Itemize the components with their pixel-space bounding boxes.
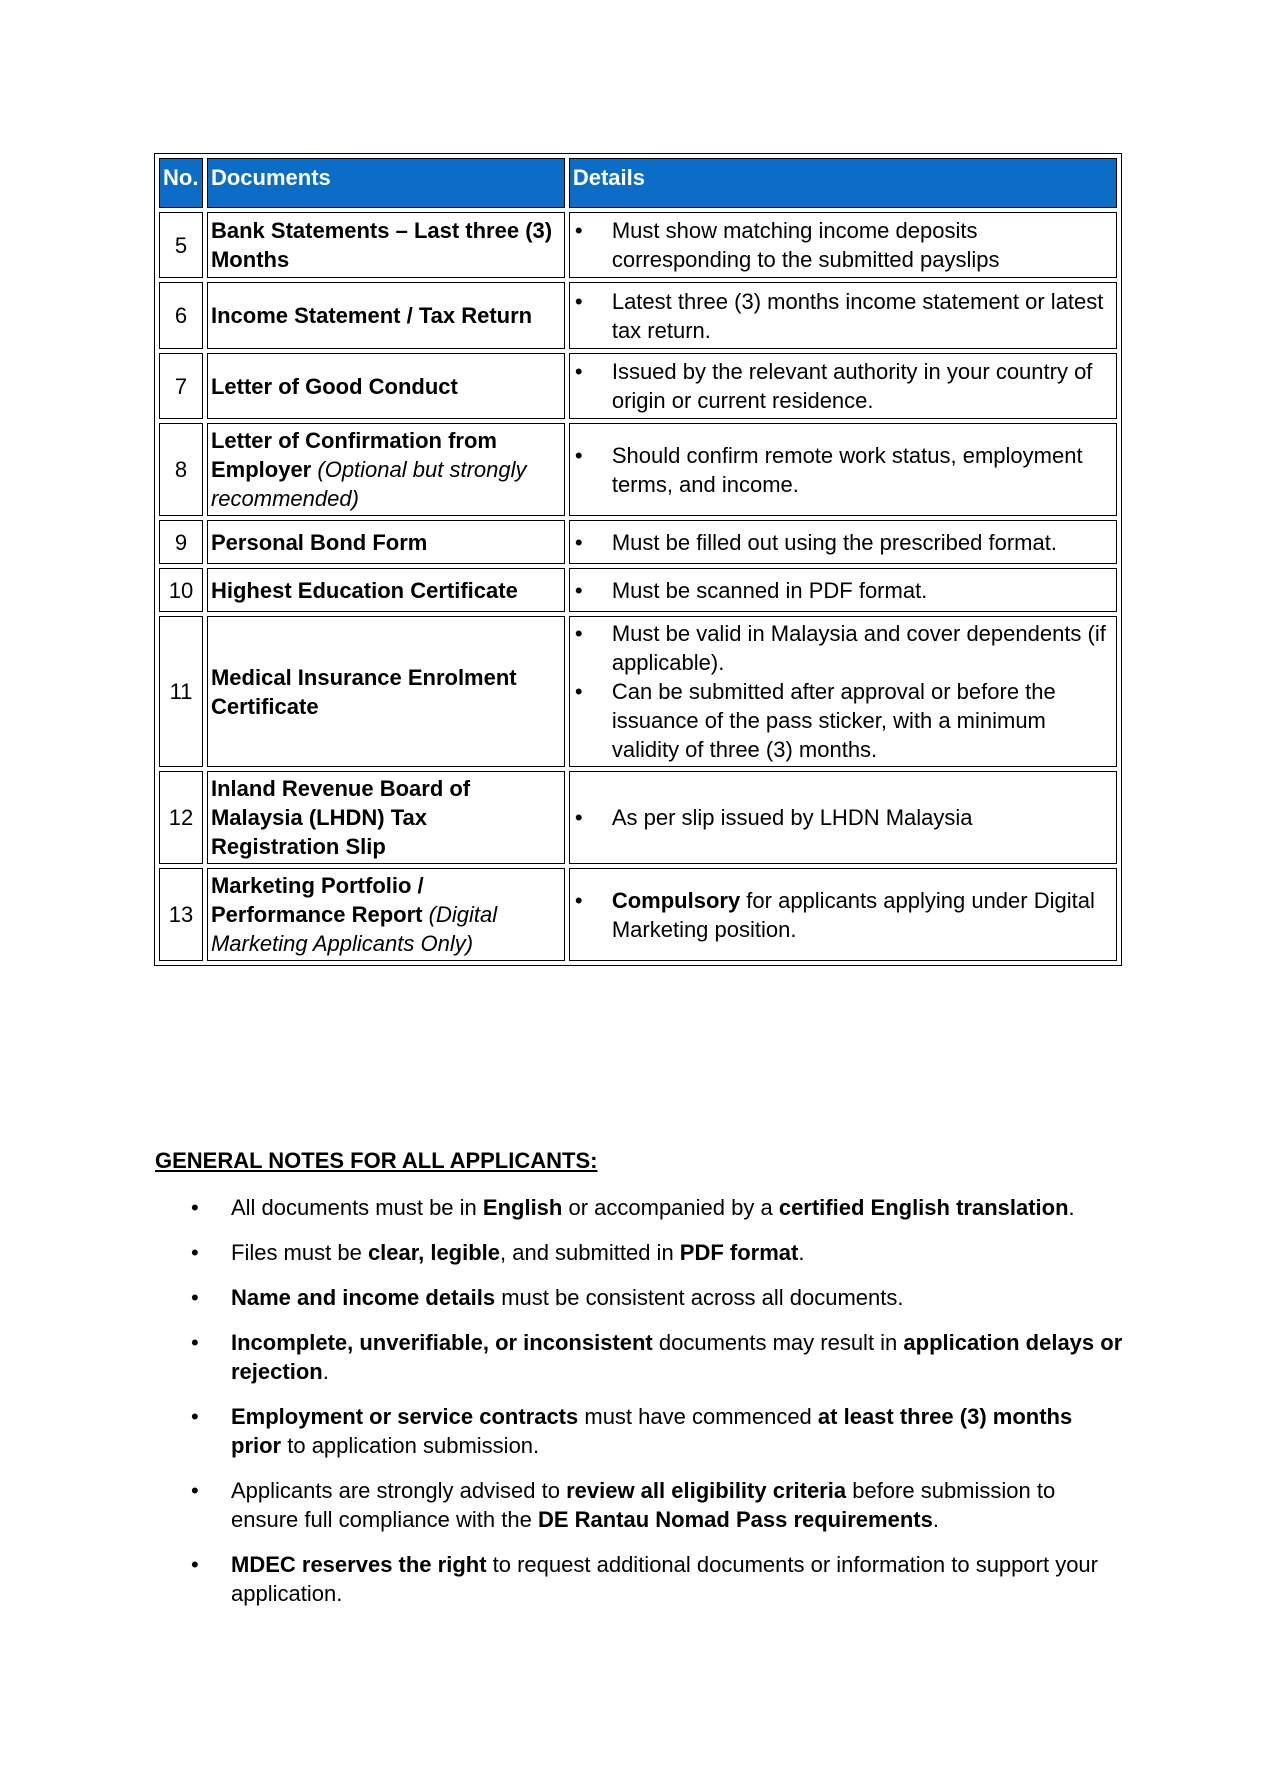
note-emphasis: Name and income details [231,1285,496,1310]
note-emphasis: PDF format [679,1240,799,1265]
detail-text: for applicants applying under Digital Marketing position. [611,887,1095,942]
details-list [573,576,1113,605]
details-cell [569,212,1117,278]
note-text: . [798,1240,805,1265]
details-list [573,357,1113,415]
general-notes-list [155,1193,1125,1624]
document-name: Bank Statements – Last three (3) Months [210,218,553,272]
header-details: Details [569,158,1117,208]
table-body [159,212,1117,961]
row-number: 11 [159,616,203,767]
note-emphasis: English [482,1195,563,1220]
details-list [573,441,1113,499]
details-cell [569,771,1117,864]
document-name: Personal Bond Form [210,529,428,555]
table-row [159,282,1117,349]
note-text: . [322,1359,329,1384]
note-emphasis: clear, legible [367,1240,501,1265]
details-cell [569,423,1117,516]
table-row [159,423,1117,516]
detail-text: Must be scanned in PDF format. [611,577,928,603]
note-emphasis: Incomplete, unverifiable, or inconsistent [231,1330,653,1355]
header-no: No. [159,158,203,208]
table-row [159,771,1117,864]
note-text: or accompanied by a [562,1195,779,1220]
document-name: Inland Revenue Board of Malaysia (LHDN) Tax Registration Slip [210,776,471,859]
document-note: (Digital Marketing Applicants Only) [210,902,498,956]
detail-text: Must show matching income deposits corresponding to the submitted payslips [611,218,1000,272]
row-number: 10 [159,568,203,612]
document-name: Highest Education Certificate [210,577,518,603]
row-number: 8 [159,423,203,516]
document-name: Medical Insurance Enrolment Certificate [210,664,517,719]
row-number: 9 [159,520,203,564]
details-list [573,886,1113,944]
note-text: Files must be [231,1240,368,1265]
row-number: 7 [159,353,203,419]
document-name: Letter of Confirmation from Employer [210,428,497,482]
details-cell [569,616,1117,767]
row-number: 5 [159,212,203,278]
table-header-row [159,158,1117,208]
detail-item [573,287,1113,345]
detail-item [573,357,1113,415]
document-name-cell [207,423,565,516]
note-emphasis: at least three (3) months prior [231,1404,1073,1458]
details-list [573,528,1113,557]
general-note-item [155,1476,1125,1534]
row-number: 12 [159,771,203,864]
document-name: Letter of Good Conduct [210,373,458,399]
detail-item [573,619,1113,677]
note-emphasis: review all eligibility criteria [566,1478,847,1503]
detail-text: As per slip issued by LHDN Malaysia [611,805,973,830]
detail-text: Must be valid in Malaysia and cover dependents (if applicable). [611,621,1106,675]
document-name-cell [207,282,565,349]
detail-emphasis: Compulsory [611,887,741,913]
detail-item [573,576,1113,605]
details-cell [569,568,1117,612]
table-row [159,868,1117,961]
note-text: All documents must be in [231,1195,483,1220]
table-row [159,212,1117,278]
general-note-item [155,1193,1125,1222]
note-text: to application submission. [281,1433,540,1458]
general-note-item [155,1328,1125,1386]
table-row [159,353,1117,419]
detail-text: Should confirm remote work status, employment terms, and income. [611,442,1083,497]
document-name-cell [207,868,565,961]
header-documents: Documents [207,158,565,208]
detail-item [573,528,1113,557]
table-row [159,568,1117,612]
details-cell [569,282,1117,349]
note-emphasis: Employment or service contracts [231,1404,579,1429]
note-emphasis: application delays or rejection [231,1330,1123,1384]
general-note-item [155,1283,1125,1312]
details-list [573,619,1113,764]
table-row [159,520,1117,564]
detail-item [573,216,1113,274]
general-note-item [155,1550,1125,1608]
detail-item [573,886,1113,944]
document-name-cell [207,616,565,767]
details-list [573,287,1113,345]
detail-text: Issued by the relevant authority in your country of origin or current residence. [611,359,1093,413]
document-note: (Optional but strongly recommended) [210,457,527,511]
note-text: must have commenced [578,1404,818,1429]
document-name-cell [207,520,565,564]
details-cell [569,868,1117,961]
documents-table [154,153,1122,966]
document-name-cell [207,568,565,612]
note-text: Applicants are strongly advised to [231,1478,567,1503]
note-emphasis: certified English translation [778,1195,1069,1220]
general-note-item [155,1402,1125,1460]
details-list [573,803,1113,832]
general-notes-title: GENERAL NOTES FOR ALL APPLICANTS: [155,1148,598,1173]
document-name-cell [207,212,565,278]
detail-item [573,803,1113,832]
detail-text: Can be submitted after approval or before the issuance of the pass sticker, with a minimum validity of three (3) months. [611,679,1056,762]
note-text: to request additional documents or information to support your application. [231,1552,1098,1606]
document-name: Income Statement / Tax Return [210,303,533,328]
note-text: before submission to ensure full compliance with the [231,1478,1056,1532]
detail-item [573,677,1113,764]
detail-text: Must be filled out using the prescribed format. [611,529,1057,555]
details-cell [569,520,1117,564]
detail-item [573,441,1113,499]
document-name: Marketing Portfolio / Performance Report [210,873,424,927]
note-emphasis: MDEC reserves the right [231,1552,487,1577]
details-cell [569,353,1117,419]
note-text: . [1068,1195,1075,1220]
table-row [159,616,1117,767]
row-number: 6 [159,282,203,349]
note-text: documents may result in [652,1330,904,1355]
details-list [573,216,1113,274]
note-text: , and submitted in [500,1240,680,1265]
detail-text: Latest three (3) months income statement or latest tax return. [611,288,1104,343]
general-note-item [155,1238,1125,1267]
document-name-cell [207,353,565,419]
note-text: must be consistent across all documents. [495,1285,904,1310]
note-text: . [932,1507,939,1532]
note-emphasis: DE Rantau Nomad Pass requirements [537,1507,933,1532]
document-name-cell [207,771,565,864]
row-number: 13 [159,868,203,961]
